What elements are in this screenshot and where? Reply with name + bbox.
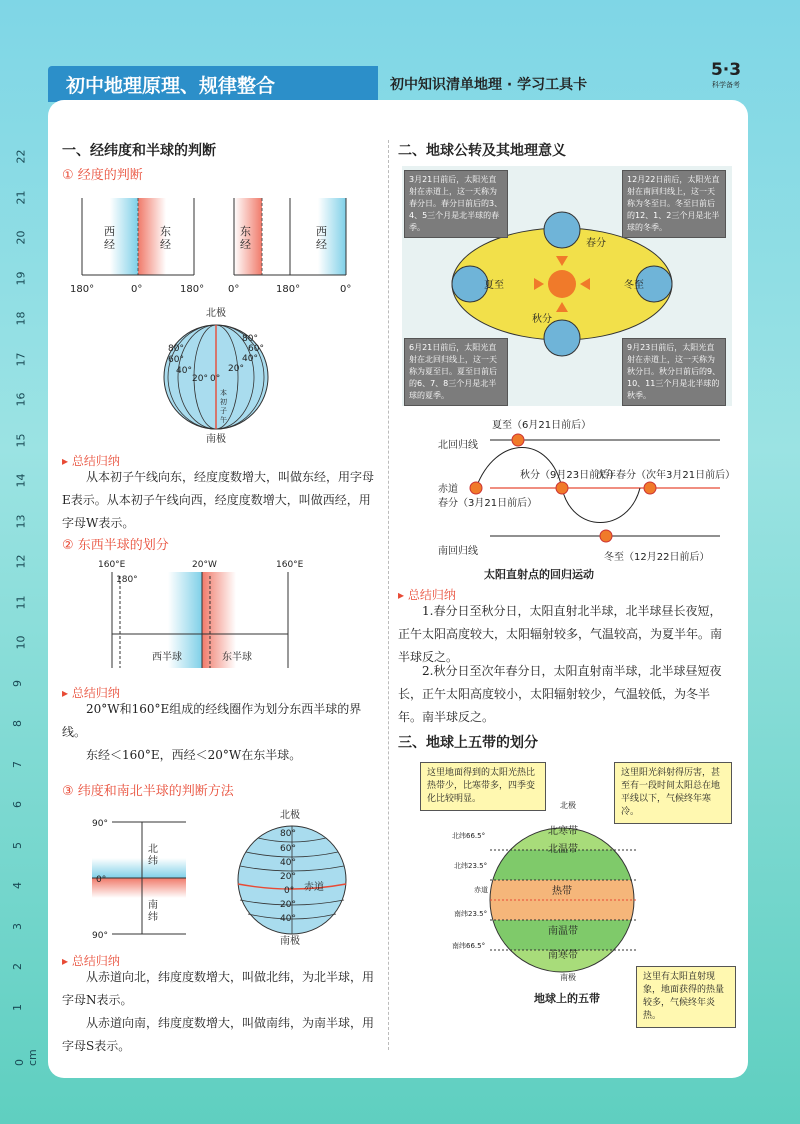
- winter-label: 冬至: [624, 280, 644, 291]
- summary3-text-2: 从赤道向南，纬度度数增大，叫做南纬，为南半球，用字母S表示。: [62, 1016, 375, 1053]
- summary1-text: 从本初子午线向东，经度度数增大，叫做东经，用字母E表示。从本初子午线向西，经度度数增大，叫做西经，用字母W表示。: [62, 470, 375, 530]
- svg-text:经: 经: [240, 238, 251, 251]
- ruler-label: 6: [11, 801, 24, 808]
- svg-text:南极: 南极: [280, 936, 300, 946]
- zone-north-frigid: 北寒带: [548, 826, 578, 837]
- spring-label: 春分: [586, 238, 606, 249]
- banner-title: 初中地理原理、规律整合: [48, 66, 378, 102]
- ruler-label: 8: [11, 720, 24, 727]
- svg-text:纬: 纬: [148, 912, 158, 923]
- svg-text:南纬23.5°: 南纬23.5°: [454, 910, 488, 918]
- zone-north-temperate: 北温带: [548, 844, 578, 855]
- logo: [706, 60, 746, 92]
- column-divider: [388, 140, 389, 1050]
- svg-text:90°: 90°: [92, 819, 108, 829]
- svg-text:南纬66.5°: 南纬66.5°: [452, 942, 486, 950]
- globe-meridian-diagram: [148, 305, 288, 445]
- svg-text:东半球: 东半球: [222, 652, 252, 663]
- svg-text:40°: 40°: [242, 354, 258, 364]
- summary4-text-2: 2.秋分日至次年春分日，太阳直射南半球，北半球昼短夜长，正午太阳高度较小，太阳辐射较少，气温较低，为冬半年。南半球反之。: [398, 664, 722, 724]
- svg-text:40°: 40°: [280, 858, 296, 868]
- summary1-label: ▸ 总结归纳: [62, 454, 120, 468]
- note-tropical: 这里有太阳直射现象，地面获得的热量较多，气候终年炎热。: [636, 966, 736, 1028]
- north-tropic-label: 北回归线: [438, 440, 478, 451]
- svg-text:40°: 40°: [280, 914, 296, 924]
- sub3-title: ③ 纬度和南北半球的判断方法: [62, 784, 234, 799]
- svg-text:经: 经: [104, 238, 115, 251]
- summary4-label: ▸ 总结归纳: [398, 588, 456, 602]
- svg-text:0°: 0°: [228, 284, 240, 295]
- summary2-text-2: 东经＜160°E，西经＜20°W在东半球。: [86, 748, 302, 762]
- globe-latitude-diagram: [234, 806, 354, 946]
- tropic-spring-label: 春分（3月21日前后）: [438, 498, 538, 509]
- svg-text:南: 南: [148, 900, 158, 911]
- summary4-text-1: 1.春分日至秋分日，太阳直射北半球，北半球昼长夜短，正午太阳高度较大，太阳辐射较多，气温较高，为夏半年。南半球反之。: [398, 604, 723, 664]
- svg-text:西: 西: [316, 225, 327, 238]
- ruler-label: 18: [14, 311, 28, 326]
- svg-text:经: 经: [160, 238, 171, 251]
- north-pole-label: 北极: [206, 308, 226, 319]
- note-spring: 3月21日前后，太阳光直射在赤道上，这一天称为春分日。春分日前后的3、4、5三个月是北半球的春季。: [404, 170, 508, 238]
- svg-text:20°: 20°: [228, 364, 244, 374]
- svg-text:北纬23.5°: 北纬23.5°: [454, 862, 488, 870]
- svg-text:纬: 纬: [148, 856, 158, 867]
- east-label-a: 东: [160, 225, 171, 238]
- equator-label: 赤道: [438, 484, 458, 495]
- section1-title: 一、经纬度和半球的判断: [62, 143, 216, 159]
- tropic-autumn-label: 秋分（9月23日前后）: [520, 470, 620, 481]
- ruler-label: 2: [11, 963, 24, 970]
- zone-south-temperate: 南温带: [548, 926, 578, 937]
- svg-text:0°: 0°: [96, 875, 107, 885]
- svg-text:子: 子: [220, 407, 227, 415]
- svg-text:160°E: 160°E: [98, 560, 126, 570]
- south-pole-label: 南极: [206, 434, 226, 445]
- svg-text:60°: 60°: [248, 344, 264, 354]
- tropic-winter-label: 冬至（12月22日前后）: [604, 552, 710, 563]
- svg-text:本: 本: [220, 389, 227, 397]
- ruler-label: 21: [14, 190, 28, 204]
- south-tropic-label: 南回归线: [438, 546, 478, 557]
- svg-text:0°: 0°: [210, 374, 221, 384]
- svg-text:20°: 20°: [192, 374, 208, 384]
- summary3-text-1: 从赤道向北，纬度度数增大，叫做北纬，为北半球，用字母N表示。: [62, 970, 375, 1007]
- svg-text:北: 北: [148, 844, 158, 855]
- ruler-label: 5: [11, 841, 24, 849]
- ruler-label: 3: [11, 922, 24, 930]
- longitude-diagram: [68, 190, 368, 300]
- ruler-label: 22: [14, 149, 28, 164]
- zone-north-pole: 北极: [560, 801, 576, 810]
- svg-text:180°: 180°: [116, 575, 138, 585]
- svg-text:20°W: 20°W: [192, 560, 217, 570]
- ruler-label: 9: [11, 679, 24, 687]
- ruler-label: 16: [14, 392, 28, 407]
- west-label-a: 西: [104, 225, 115, 238]
- svg-text:20°: 20°: [280, 900, 296, 910]
- tropic-next-spring-label: 次年春分（次年3月21日前后）: [596, 470, 736, 481]
- section2-title: 二、地球公转及其地理意义: [398, 143, 566, 159]
- tropic-summer-label: 夏至（6月21日前后）: [492, 420, 592, 431]
- ruler-label: 19: [14, 271, 28, 285]
- ruler-label: 20: [14, 230, 28, 245]
- svg-text:北极: 北极: [280, 810, 300, 821]
- ruler-label: 17: [14, 352, 28, 366]
- summary3-label: ▸ 总结归纳: [62, 954, 120, 968]
- note-summer: 6月21日前后，太阳光直射在北回归线上，这一天称为夏至日。夏至日前后的6、7、8三个月是北半球的夏季。: [404, 338, 508, 406]
- svg-text:40°: 40°: [176, 366, 192, 376]
- note-winter: 12月22日前后，太阳光直射在南回归线上，这一天称为冬至日。冬至日前后的12、1、2三个月是北半球的冬季。: [622, 170, 726, 238]
- subtitle: 初中知识清单地理 · 学习工具卡: [390, 77, 588, 93]
- svg-text:0°: 0°: [284, 886, 295, 896]
- svg-text:160°E: 160°E: [276, 560, 304, 570]
- svg-text:20°: 20°: [280, 872, 296, 882]
- ruler-label: 11: [14, 595, 28, 609]
- ruler-label: 15: [14, 433, 28, 447]
- zone-south-frigid: 南寒带: [548, 950, 578, 961]
- ruler-label: 13: [14, 514, 28, 528]
- ruler-label: 10: [14, 635, 28, 650]
- svg-text:80°: 80°: [242, 334, 258, 344]
- zone-tropical: 热带: [552, 886, 572, 897]
- svg-text:90°: 90°: [92, 931, 108, 941]
- ruler-label: 1: [11, 1003, 24, 1011]
- zones-caption: 地球上的五带: [534, 992, 600, 1005]
- logo-mark: 5·3: [710, 60, 742, 80]
- svg-text:初: 初: [220, 398, 227, 406]
- svg-text:80°: 80°: [280, 829, 296, 839]
- tick-180b: 180°: [180, 284, 205, 295]
- svg-text:60°: 60°: [168, 355, 184, 365]
- logo-tagline: 科学备考: [712, 81, 740, 89]
- zone-south-pole: 南极: [560, 973, 576, 982]
- svg-text:赤道: 赤道: [474, 886, 488, 894]
- ruler-label: 14: [14, 473, 28, 488]
- autumn-label: 秋分: [532, 314, 552, 325]
- summer-label: 夏至: [484, 280, 504, 291]
- note-frigid: 这里阳光斜射得厉害，甚至有一段时间太阳总在地平线以下，气候终年寒冷。: [614, 762, 732, 824]
- section3-title: 三、地球上五带的划分: [398, 735, 538, 751]
- svg-text:北纬66.5°: 北纬66.5°: [452, 832, 486, 840]
- tick-180a: 180°: [70, 284, 95, 295]
- sub2-title: ② 东西半球的划分: [62, 538, 169, 553]
- svg-text:西半球: 西半球: [152, 652, 182, 663]
- note-temperate: 这里地面得到的太阳光热比热带少，比寒带多，四季变化比较明显。: [420, 762, 546, 811]
- svg-text:80°: 80°: [168, 344, 184, 354]
- svg-text:午: 午: [220, 416, 227, 424]
- sub1-title: ① 经度的判断: [62, 168, 143, 183]
- svg-text:0°: 0°: [340, 284, 352, 295]
- svg-text:赤道: 赤道: [304, 882, 324, 893]
- hemisphere-diagram: [98, 556, 318, 676]
- ruler-label: 12: [14, 554, 28, 569]
- ruler: [0, 120, 39, 1066]
- svg-text:东: 东: [240, 225, 251, 238]
- svg-text:180°: 180°: [276, 284, 301, 295]
- summary2-label: ▸ 总结归纳: [62, 686, 120, 700]
- svg-text:经: 经: [316, 238, 327, 251]
- svg-text:60°: 60°: [280, 844, 296, 854]
- latitude-diagram: [86, 812, 206, 944]
- tropic-caption: 太阳直射点的回归运动: [484, 568, 594, 581]
- note-autumn: 9月23日前后，太阳光直射在赤道上，这一天称为秋分日。秋分日前后的9、10、11三个月是北半球的秋季。: [622, 338, 726, 406]
- ruler-label: 7: [11, 760, 24, 768]
- tick-0a: 0°: [131, 284, 143, 295]
- sun-direct-point-diagram: [400, 414, 740, 584]
- ruler-label: 0 cm: [13, 1049, 39, 1066]
- summary2-text-1: 20°W和160°E组成的经线圈作为划分东西半球的界线。: [62, 702, 362, 739]
- ruler-label: 4: [11, 882, 24, 889]
